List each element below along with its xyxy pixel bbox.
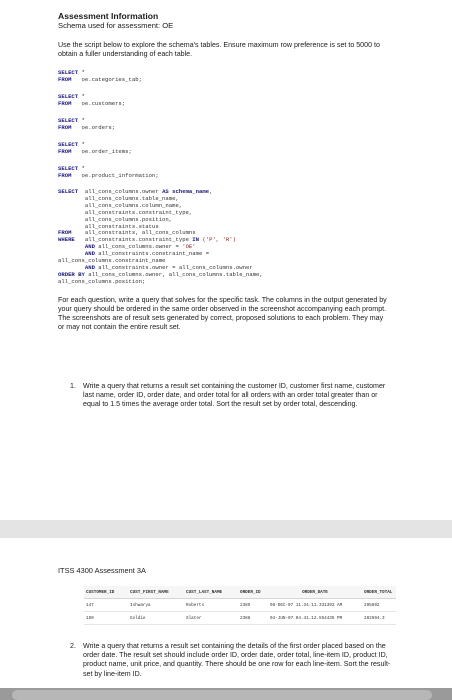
cell-order-id: 2388 bbox=[238, 612, 268, 625]
table-row bbox=[84, 612, 396, 625]
bottom-scroll-bar[interactable] bbox=[0, 688, 452, 700]
cell-last-name: Roberts bbox=[184, 599, 238, 612]
cell-order-total: 282694.3 bbox=[362, 612, 396, 625]
sql-block-order-items: SELECT * FROM oe.order_items; bbox=[58, 141, 132, 155]
sql-block-categories: SELECT * FROM oe.categories_tab; bbox=[58, 69, 142, 83]
cell-order-total: 295892 bbox=[362, 599, 396, 612]
cell-first-name: Ishwarya bbox=[128, 599, 184, 612]
question-1-text: Write a query that returns a result set containing the customer ID, customer first name, customer last name, order ID, order date, and order total for all orders with an order total greater than or equal to 1.5 times the average order total. Sort the result set by order total, descending. bbox=[83, 382, 386, 409]
col-order-id: ORDER_ID bbox=[238, 586, 268, 599]
result-set-screenshot bbox=[84, 586, 396, 625]
col-cust-first-name: CUST_FIRST_NAME bbox=[128, 586, 184, 599]
table-row bbox=[84, 599, 396, 612]
sql-constraints-query: SELECT all_cons_columns.owner AS schema_name, all_cons_columns.table_name, all_cons_columns.column_name, all_constraints.constraint_type, all_cons_columns.position, all_constraints.status FROM all_constraints, all_cons_columns WHERE all_constraints.constraint_type IN ('P', 'R') AND all_cons_columns.owner = 'OE' AND all_constraints.constraint_name = all_cons_columns.constraint_name AND all_constraints.owner = all_cons_columns.owner ORDER BY all_cons_columns.owner, all_cons_columns.table_name, all_cons_columns.position; bbox=[58, 188, 263, 285]
col-order-total: ORDER_TOTAL bbox=[362, 586, 396, 599]
sql-block-customers: SELECT * FROM oe.customers; bbox=[58, 93, 126, 107]
col-customer-id: CUSTOMER_ID bbox=[84, 586, 128, 599]
sql-block-product-information: SELECT * FROM oe.product_information; bbox=[58, 165, 159, 179]
schema-subtitle: Schema used for assessment: OE bbox=[58, 21, 174, 30]
cell-order-date: 08-DEC-07 11.34.11.331392 AM bbox=[268, 599, 362, 612]
sql-block-orders: SELECT * FROM oe.orders; bbox=[58, 117, 116, 131]
page-2-header: ITSS 4300 Assessment 3A bbox=[58, 566, 146, 575]
cell-customer-id: 147 bbox=[84, 599, 128, 612]
page-gap bbox=[0, 520, 452, 538]
question-1 bbox=[70, 382, 394, 410]
assessment-title: Assessment Information bbox=[58, 11, 159, 21]
col-order-date: ORDER_DATE bbox=[268, 586, 362, 599]
instructions-paragraph: For each question, write a query that solves for the specific task. The columns in the output generated by your query should be ordered in the same order observed in the screenshot accompanying each prompt. The screenshots are of result sets generated by correct, proposed solutions to each problem. They may or may not contain the entire result set. bbox=[58, 296, 387, 332]
cell-customer-id: 150 bbox=[84, 612, 128, 625]
cell-first-name: Goldie bbox=[128, 612, 184, 625]
result-header-row bbox=[84, 586, 396, 599]
question-2-text: Write a query that returns a result set containing the details of the first order placed based on the order date. The result set should include order ID, order date, order total, line-item ID, product ID, product name, unit price, and quantity. There should be one row for each line-item. Sort the result-set by line-item ID. bbox=[83, 642, 391, 678]
intro-text: Use the script below to explore the schema's tables. Ensure maximum row preference is set to 5000 to obtain a fuller understanding of each table. bbox=[58, 41, 380, 59]
question-1-number: 1. bbox=[70, 382, 76, 390]
cell-order-id: 2385 bbox=[238, 599, 268, 612]
question-2-number: 2. bbox=[70, 642, 76, 650]
scroll-thumb[interactable] bbox=[12, 690, 432, 700]
col-cust-last-name: CUST_LAST_NAME bbox=[184, 586, 238, 599]
cell-last-name: Slater bbox=[184, 612, 238, 625]
question-2 bbox=[70, 642, 394, 679]
cell-order-date: 04-JUN-07 04.41.12.554435 PM bbox=[268, 612, 362, 625]
